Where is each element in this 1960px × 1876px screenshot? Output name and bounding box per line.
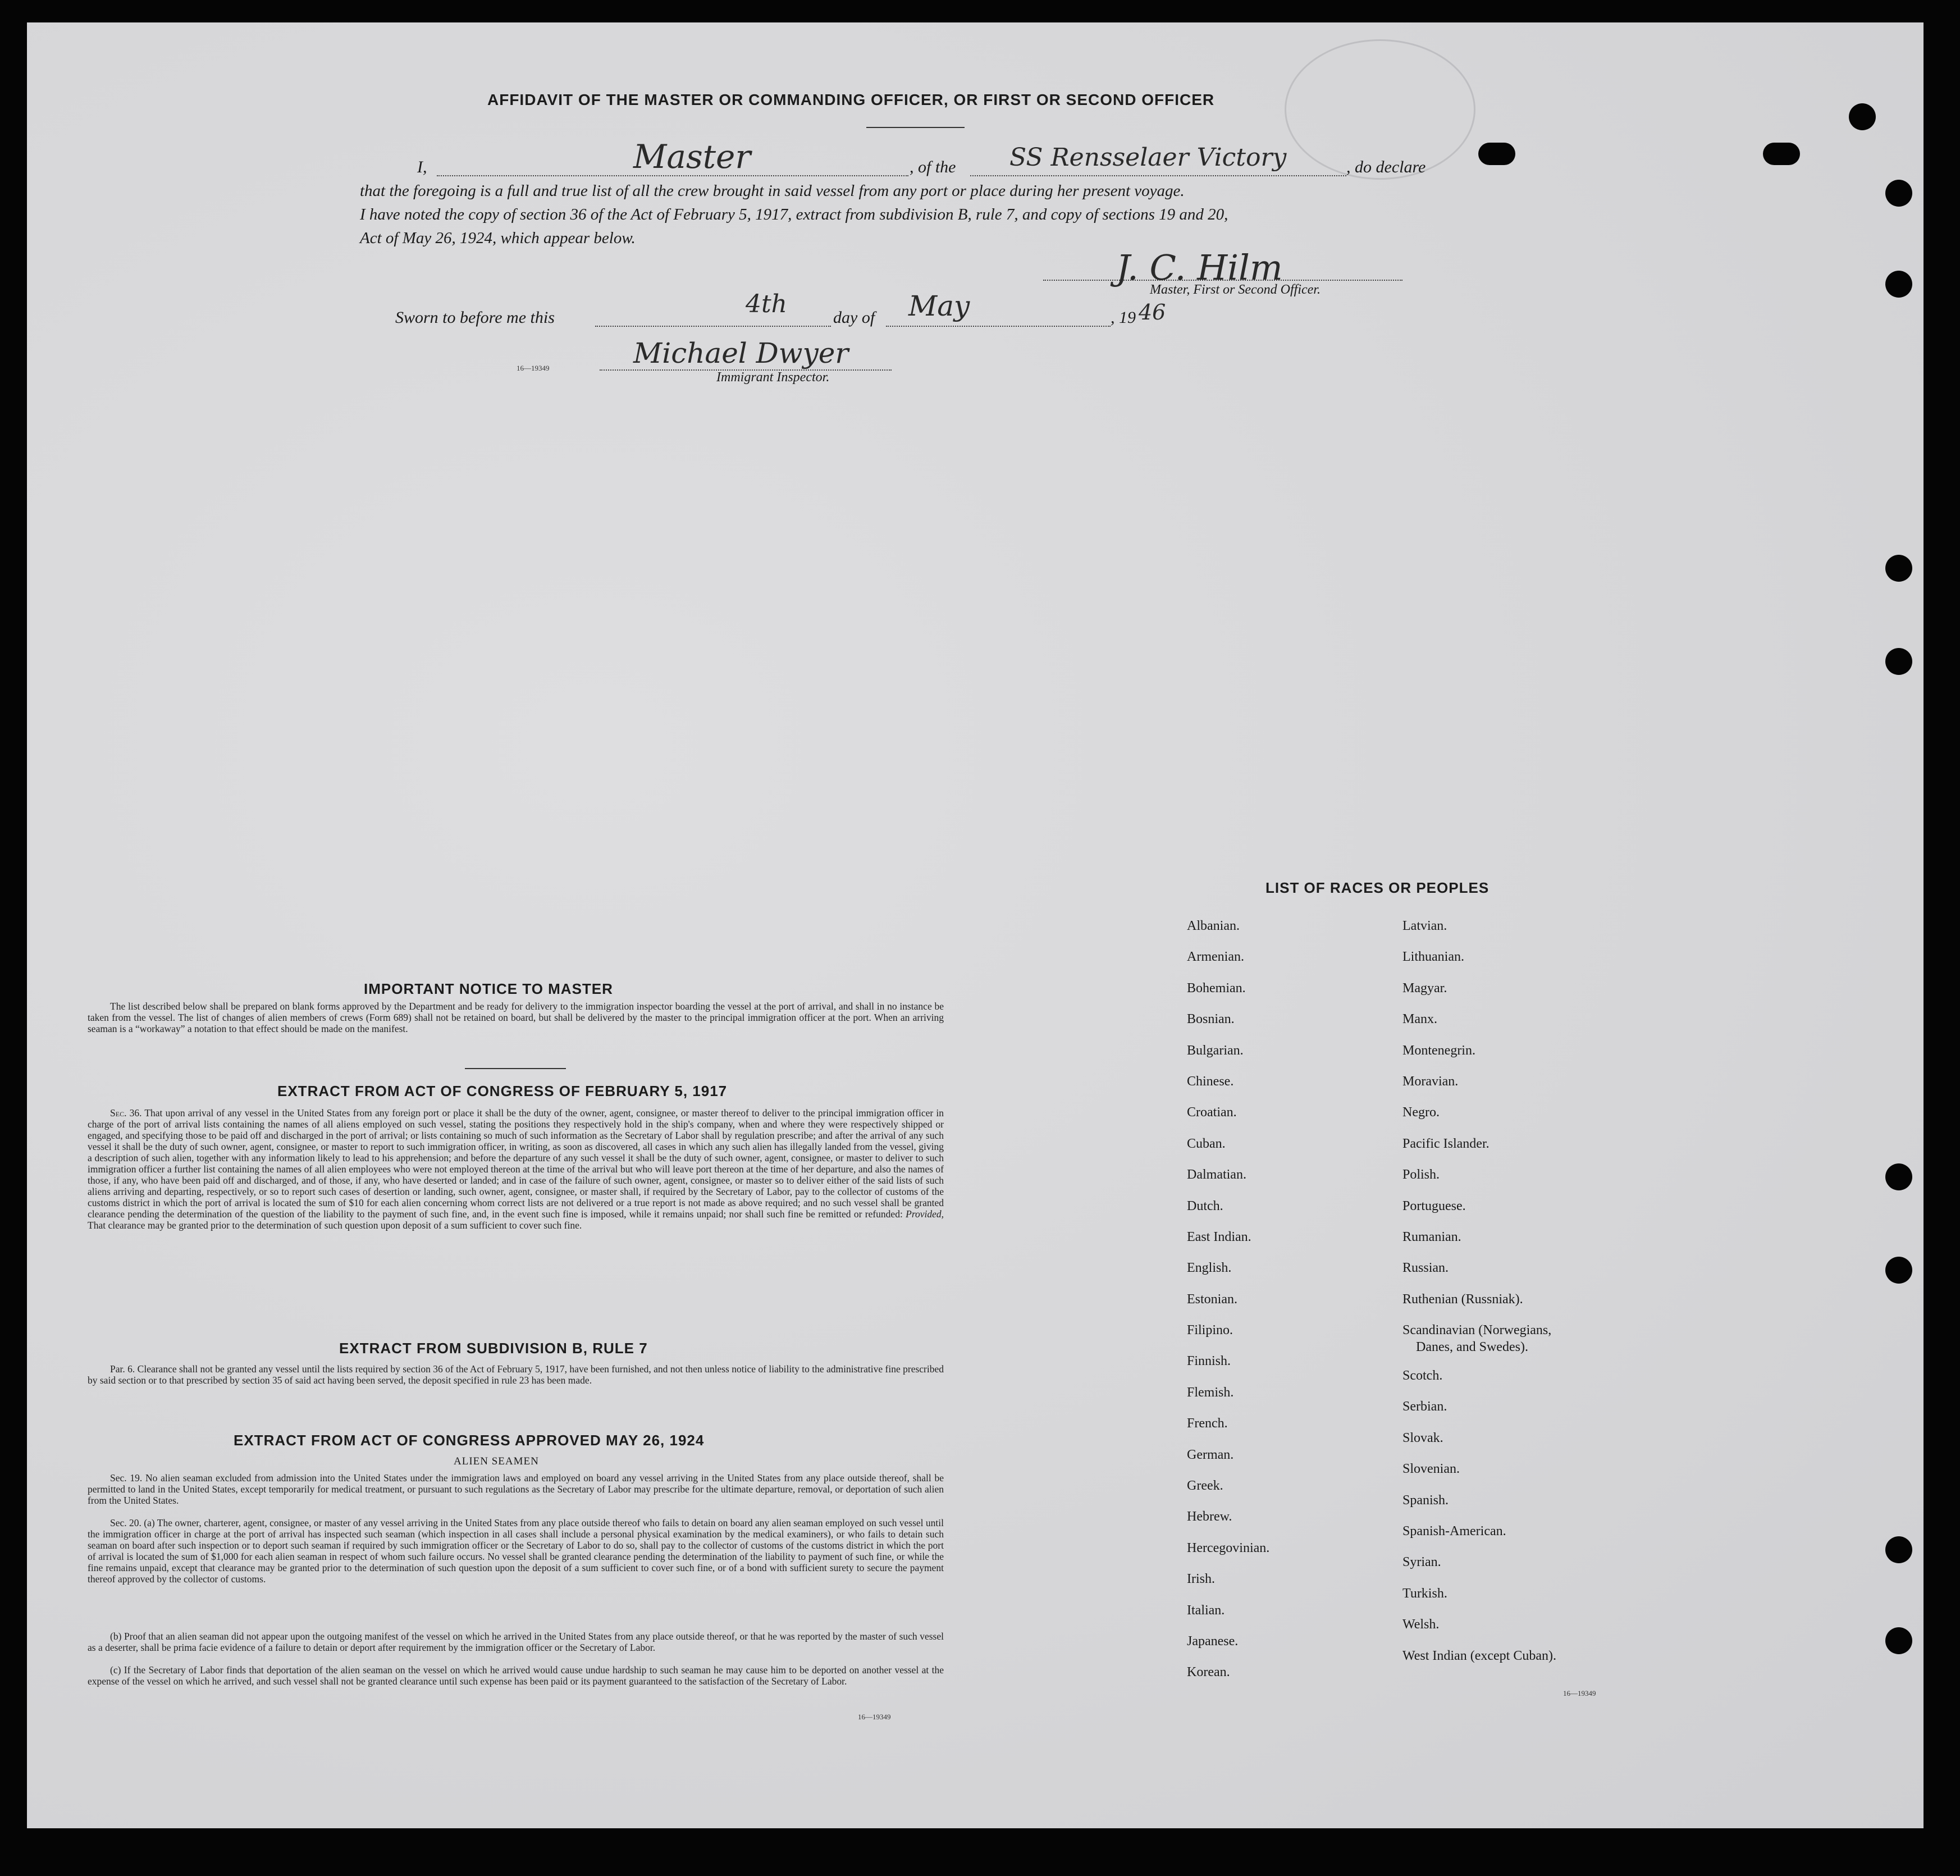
punch-hole: [1885, 1163, 1912, 1190]
races-left-column: [1187, 918, 1269, 1695]
race-item: Japanese.: [1187, 1633, 1239, 1649]
race-item: Scandinavian (Norwegians,: [1402, 1323, 1552, 1338]
sec-20c-text: (c) If the Secretary of Labor finds that deportation of the alien seaman on the vessel on which he arrived would cause undue hardship to such seaman he may cause him to be deported on another vessel at the expense of the vessel on which he arrived, and such vessel shall not be granted clearance until such expense has been paid or its payment guaranteed to the satisfaction of the Secretary of Labor.: [88, 1664, 944, 1687]
race-item: Greek.: [1187, 1478, 1223, 1494]
race-item: German.: [1187, 1447, 1234, 1462]
races-right-column: [1402, 918, 1556, 1678]
race-item: Italian.: [1187, 1603, 1225, 1618]
race-item: Magyar.: [1402, 980, 1447, 996]
race-item: Hebrew.: [1187, 1509, 1232, 1524]
punch-hole: [1849, 103, 1876, 130]
signature-caption: Master, First or Second Officer.: [1150, 282, 1321, 297]
race-item: Irish.: [1187, 1572, 1215, 1587]
inspector-signature: Michael Dwyer: [633, 337, 849, 369]
race-item: Dalmatian.: [1187, 1167, 1246, 1183]
race-item: Latvian.: [1402, 919, 1447, 933]
race-item: Serbian.: [1402, 1399, 1447, 1414]
races-title: LIST OF RACES OR PEOPLES: [1265, 879, 1490, 896]
provided-label: Provided,: [906, 1208, 944, 1220]
race-item: East Indian.: [1187, 1229, 1251, 1244]
race-item: Pacific Islander.: [1402, 1136, 1490, 1151]
race-item: Manx.: [1402, 1012, 1437, 1027]
extract-1917-title: EXTRACT FROM ACT OF CONGRESS OF FEBRUARY 5, 1917: [277, 1083, 728, 1099]
punch-hole: [1885, 1627, 1912, 1654]
divider: [465, 1068, 566, 1069]
race-item: Bulgarian.: [1187, 1043, 1244, 1058]
race-item: Moravian.: [1402, 1074, 1459, 1089]
extract-form-number: 16—19349: [858, 1713, 891, 1721]
inspector-caption: Immigrant Inspector.: [716, 370, 830, 385]
sec-19-text: Sec. 19. No alien seaman excluded from admission into the United States under the immigration laws and employed on board any vessel arriving in the United States from any place outside thereof, shall be permitted to land in the United States, except temporarily for medical treatment, or pursuant to such regulations as the Secretary of Labor may prescribe for the ultimate departure, removal, or deportation of such alien from the United States.: [88, 1472, 944, 1506]
race-item: Danes, and Swedes).: [1416, 1340, 1528, 1355]
affidavit-form-number: 16—19349: [517, 364, 550, 372]
punch-hole: [1478, 143, 1515, 165]
race-item: Slovak.: [1402, 1430, 1443, 1445]
document-page: [27, 22, 1924, 1828]
race-item: Korean.: [1187, 1665, 1230, 1680]
race-item: Negro.: [1402, 1105, 1440, 1120]
year-handwritten: 46: [1139, 300, 1166, 325]
race-item: Chinese.: [1187, 1074, 1234, 1089]
affidavit-title: AFFIDAVIT OF THE MASTER OR COMMANDING OFFICER, OR FIRST OR SECOND OFFICER: [487, 91, 1215, 108]
race-item: Portuguese.: [1402, 1198, 1466, 1213]
extract-rule7-title: EXTRACT FROM SUBDIVISION B, RULE 7: [339, 1340, 648, 1357]
sec-20a-text: Sec. 20. (a) The owner, charterer, agent, consignee, or master of any vessel arriving in the United States from any place outside thereof who fails to detain on board any alien seaman employed on such vessel until the immigration officer in charge at the port of arrival has inspected such seaman (which inspection in all cases shall include a personal physical examination by the medical examiners), or who fails to detain such seaman on board after such inspection or to deport such seaman if required by such immigration officer or the Secretary of Labor to do so, shall pay to the collector of customs of the customs district in which the port of arrival is located the sum of $1,000 for each alien seaman in respect of whom such failure occurs. No vessel shall be granted clearance pending the determination of the liability to payment of such fine, or while the fine remains unpaid, except that clearance may be granted prior to the determination of such question upon the deposit of a sum sufficient to cover such fine, or of a bond with sufficient surety to secure the payment thereof approved by the collector of customs.: [88, 1517, 944, 1585]
day-handwritten: 4th: [746, 290, 788, 318]
race-item: Flemish.: [1187, 1385, 1234, 1400]
race-item: Filipino.: [1187, 1323, 1233, 1338]
punch-hole: [1885, 555, 1912, 582]
month-handwritten: May: [908, 290, 970, 322]
race-item: Welsh.: [1402, 1617, 1440, 1632]
race-item: Albanian.: [1187, 919, 1240, 933]
extract-1917-text: [88, 1107, 944, 1231]
master-signature: J. C. Hilm: [1116, 247, 1283, 288]
race-item: Armenian.: [1187, 950, 1244, 965]
race-item: Rumanian.: [1402, 1229, 1461, 1244]
race-item: Turkish.: [1402, 1586, 1447, 1601]
race-item: Russian.: [1402, 1261, 1449, 1276]
affidavit-i-label: I,: [417, 158, 427, 176]
race-item: Scotch.: [1402, 1368, 1443, 1384]
race-item: Cuban.: [1187, 1136, 1226, 1151]
affidavit-line-4: Act of May 26, 1924, which appear below.: [360, 229, 636, 247]
race-item: Ruthenian (Russniak).: [1402, 1291, 1523, 1307]
race-item: Syrian.: [1402, 1555, 1441, 1570]
punch-hole: [1763, 143, 1800, 165]
day-field-line: [595, 326, 831, 327]
race-item: West Indian (except Cuban).: [1402, 1648, 1556, 1663]
notice-text: The list described below shall be prepared on blank forms approved by the Department and be ready for delivery to the immigration inspector boarding the vessel at the port of arrival, and shall in no instance be taken from the vessel. The list of changes of alien members of crews (Form 689) shall not be retained on board, but shall be delivered by the master to the principal immigration officer at the port. When an arriving seaman is a “workaway” a notation to that effect should be made on the manifest.: [88, 1001, 944, 1034]
race-item: Croatian.: [1187, 1105, 1237, 1120]
rank-handwritten: Master: [633, 138, 751, 176]
race-item: Lithuanian.: [1402, 950, 1464, 965]
race-item: Spanish.: [1402, 1492, 1449, 1508]
sec-20b-text: (b) Proof that an alien seaman did not appear upon the outgoing manifest of the vessel on which he arrived in the United States from any place outside thereof, or that he was reported by the master of such vessel as a deserter, shall be prima facie evidence of a failure to detain or deport after requirement by the immigration officer or the Secretary of Labor.: [88, 1631, 944, 1653]
punch-hole: [1885, 1536, 1912, 1563]
notice-title: IMPORTANT NOTICE TO MASTER: [364, 980, 613, 997]
section-body: That upon arrival of any vessel in the United States from any foreign port or place it shall be the duty of the owner, agent, consignee, or master thereof to deliver to the principal immigration officer in charge of the port of arrival lists containing the names of all aliens employed on such vessel, stating the positions they respectively hold in the ship's company, when and where they were respectively shipped or engaged, and specifying those to be paid off and discharged in the port of arrival; or lists containing so much of such information as the Secretary of Labor shall by regulation prescribe; and after the arrival of any such vessel it shall be the duty of such owner, agent, consignee, or master to report to such immigration officer, in writing, as soon as discovered, all cases in which any such alien has illegally landed from the vessel, giving a description of such alien, together with any information likely to lead to his apprehension; and before the departure of any such vessel it shall be the duty of such owner, agent, consignee, or master to deliver to such immigration officer a further list containing the names of all alien employees who were not employed thereon at the time of the arrival but who will leave port thereon at the time of her departure, and also the names of those, if any, who have been paid off and discharged, and of those, if any, who have deserted or landed; and in case of the failure of such owner, agent, consignee, or master so to deliver either of the said lists of such aliens arriving and departing, respectively, or so to report such cases of desertion or landing, such owner, agent, consignee, or master shall, if required by the Secretary of Labor, pay to the collector of customs of the customs district in which the port of arrival is located the sum of $10 for each alien concerning whom correct lists are not delivered or a true report is not made as above required; and no such vessel shall be granted clearance pending the determination of the question of the liability to the payment of such fine, and, in the event such fine is imposed, while it remains unpaid; nor shall such fine be remitted or refunded:: [88, 1107, 944, 1220]
punch-hole: [1885, 648, 1912, 675]
race-item: Estonian.: [1187, 1291, 1237, 1307]
race-item: Montenegrin.: [1402, 1043, 1475, 1058]
vessel-field-line: [970, 175, 1346, 176]
punch-hole: [1885, 180, 1912, 207]
punch-hole: [1885, 1257, 1912, 1284]
do-declare-label: , do declare: [1346, 158, 1426, 176]
races-form-number: 16—19349: [1563, 1689, 1596, 1697]
race-item: Finnish.: [1187, 1354, 1231, 1369]
race-item: Polish.: [1402, 1167, 1440, 1183]
race-item: Bosnian.: [1187, 1012, 1235, 1027]
vessel-handwritten: SS Rensselaer Victory: [1009, 143, 1287, 172]
alien-seamen-subtitle: ALIEN SEAMEN: [454, 1455, 539, 1467]
day-of-label: day of: [833, 308, 875, 327]
race-item: French.: [1187, 1416, 1228, 1431]
race-item: Dutch.: [1187, 1198, 1223, 1213]
extract-1924-title: EXTRACT FROM ACT OF CONGRESS APPROVED MAY 26, 1924: [234, 1432, 705, 1449]
race-item: Bohemian.: [1187, 980, 1246, 996]
divider: [866, 127, 965, 128]
race-item: English.: [1187, 1261, 1232, 1276]
race-item: Hercegovinian.: [1187, 1540, 1270, 1555]
of-the-label: , of the: [910, 158, 956, 176]
punch-hole: [1885, 271, 1912, 298]
race-item: Spanish-American.: [1402, 1524, 1506, 1539]
race-item: Slovenian.: [1402, 1462, 1460, 1477]
extract-rule7-text: Par. 6. Clearance shall not be granted any vessel until the lists required by section 36 of the Act of February 5, 1917, have been furnished, and not then unless notice of liability to the administrative fine prescribed by said section or to that prescribed by section 35 of said act having been served, the deposit specified in rule 23 has been made.: [88, 1363, 944, 1386]
month-field-line: [886, 326, 1111, 327]
year-printed: , 19: [1111, 308, 1136, 327]
sworn-label: Sworn to before me this: [395, 308, 555, 327]
affidavit-line-3: I have noted the copy of section 36 of the Act of February 5, 1917, extract from subdivision B, rule 7, and copy of sections 19 and 20,: [360, 206, 1228, 223]
section-label: Sec. 36.: [110, 1107, 142, 1119]
affidavit-line-2: that the foregoing is a full and true list of all the crew brought in said vessel from any port or place during her present voyage.: [360, 182, 1185, 200]
section-body-end: That clearance may be granted prior to the determination of such question upon deposit of a sum sufficient to cover such fine.: [88, 1220, 582, 1231]
